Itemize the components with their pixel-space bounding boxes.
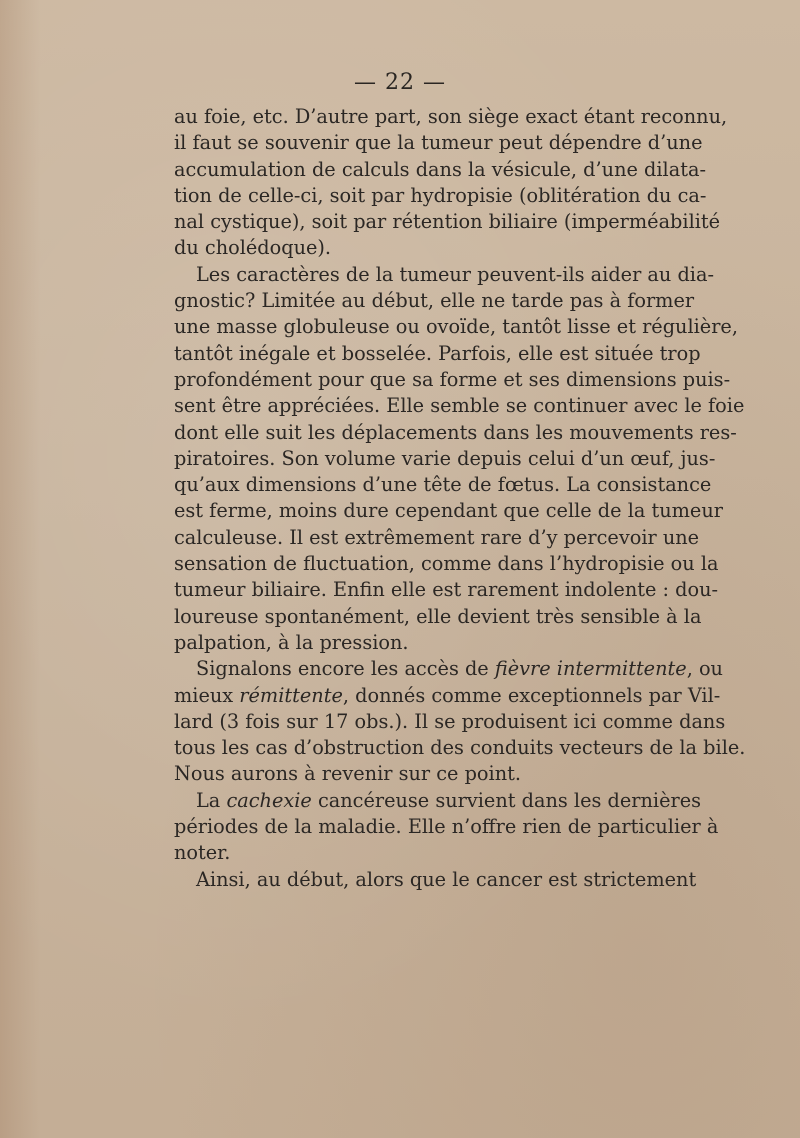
text-line: tantôt inégale et bosselée. Parfois, elle est située trop [174,341,701,365]
text-run: Signalons encore les accès de [196,657,495,681]
text-line: calculeuse. Il est extrêmement rare d’y percevoir une [174,525,700,549]
text-line: gnostic? Limitée au début, elle ne tarde pas à former [174,289,695,313]
text-line: du cholédoque). [174,236,332,260]
text-line: Nous aurons à revenir sur ce point. [174,762,521,786]
italic-term: cachexie [226,788,312,812]
body-text [174,104,746,893]
text-line [174,656,723,682]
text-line: loureuse spontanément, elle devient très sensible à la [174,604,702,628]
text-line: au foie, etc. D’autre part, son siège exact étant reconnu, [174,105,728,128]
text-line: il faut se souvenir que la tumeur peut dépendre d’une [174,131,703,155]
text-run: , donnés comme exceptionnels par Vil- [342,683,721,707]
italic-term: fièvre intermittente [494,657,687,681]
text-line: noter. [174,841,231,865]
text-line: est ferme, moins dure cependant que celle de la tumeur [174,499,723,523]
text-line: dont elle suit les déplacements dans les mouvements res- [174,420,737,444]
text-line: tous les cas d’obstruction des conduits vecteurs de la bile. [174,736,746,760]
text-line: tumeur biliaire. Enfin elle est rarement indolente : dou- [174,578,719,602]
page-edge-shadow [0,0,40,1138]
text-line: palpation, à la pression. [174,630,409,654]
text-line: une masse globuleuse ou ovoïde, tantôt lisse et régulière, [174,315,738,339]
text-line: accumulation de calculs dans la vésicule, d’une dilata- [174,157,706,181]
text-line: Les caractères de la tumeur peuvent-ils aider au dia- [196,262,714,286]
text-line: sensation de fluctuation, comme dans l’hydropisie ou la [174,552,719,576]
text-line: qu’aux dimensions d’une tête de fœtus. La consistance [174,473,712,497]
text-run: , ou [686,657,723,681]
text-line: piratoires. Son volume varie depuis celui d’un œuf, jus- [174,446,716,470]
text-line: périodes de la maladie. Elle n’offre rien de particulier à [174,815,719,839]
text-line: lard (3 fois sur 17 obs.). Il se produisent ici comme dans [174,709,726,733]
text-line [174,683,721,709]
text-line: nal cystique), soit par rétention biliaire (imperméabilité [174,210,721,234]
text-run: La [196,788,227,812]
page-number: — 22 — [354,70,446,95]
text-line [174,788,702,814]
text-line: Ainsi, au début, alors que le cancer est strictement [196,867,697,891]
text-line: sent être appréciées. Elle semble se continuer avec le foie [174,394,745,418]
text-line: profondément pour que sa forme et ses dimensions puis- [174,367,731,391]
text-line: tion de celle-ci, soit par hydropisie (oblitération du ca- [174,183,707,207]
text-run: mieux [174,683,240,707]
italic-term: rémittente [239,683,343,707]
text-run: cancéreuse survient dans les dernières [311,788,702,812]
